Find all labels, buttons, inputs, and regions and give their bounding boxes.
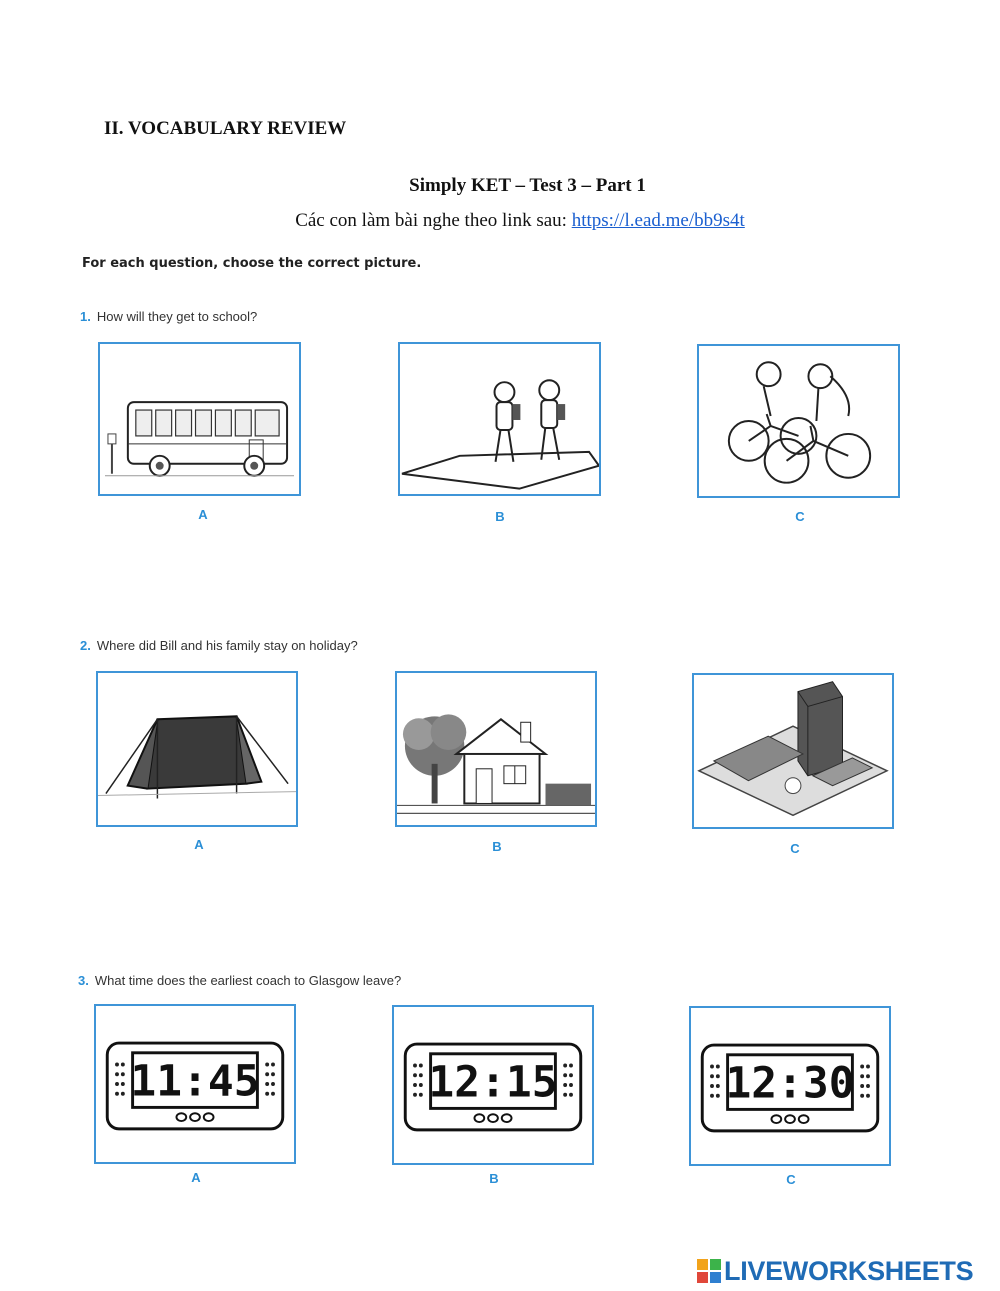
option-label: C xyxy=(790,841,800,856)
question-3 xyxy=(78,973,401,988)
liveworksheets-brand xyxy=(697,1256,973,1286)
option-2c-hotel-picture[interactable] xyxy=(692,673,894,829)
bicycles-icon xyxy=(699,346,898,496)
house-icon xyxy=(397,673,595,825)
bus-icon xyxy=(100,344,299,494)
option-1b-walking-picture[interactable] xyxy=(398,342,601,496)
question-number: 1. xyxy=(80,309,91,324)
walking-children-icon xyxy=(400,344,599,494)
section-title: II. VOCABULARY REVIEW xyxy=(104,118,347,139)
clock-icon xyxy=(96,1006,294,1162)
option-label: A xyxy=(191,1170,201,1185)
option-1a-bus-picture[interactable] xyxy=(98,342,301,496)
clock-time: 12:15 xyxy=(428,1057,558,1108)
test-title: Simply KET – Test 3 – Part 1 xyxy=(409,175,646,196)
liveworksheets-logo-icon xyxy=(697,1259,721,1283)
task-instruction: For each question, choose the correct picture. xyxy=(82,256,422,271)
instruction-text: Các con làm bài nghe theo link sau: xyxy=(295,210,572,231)
instruction-line xyxy=(0,210,1000,232)
option-2b-house-picture[interactable] xyxy=(395,671,597,827)
option-2a-tent-picture[interactable] xyxy=(96,671,298,827)
option-label: C xyxy=(795,509,805,524)
listening-link[interactable]: https://l.ead.me/bb9s4t xyxy=(571,210,745,231)
question-text: What time does the earliest coach to Glasgow leave? xyxy=(94,973,402,988)
option-3a-clock-picture[interactable] xyxy=(94,1004,296,1164)
option-1c-bicycles-picture[interactable] xyxy=(697,344,900,498)
option-3c-clock-picture[interactable] xyxy=(689,1006,891,1166)
brand-name: LIVEWORKSHEETS xyxy=(724,1255,974,1286)
tent-icon xyxy=(98,673,296,825)
hotel-buildings-icon xyxy=(694,675,892,827)
question-text: How will they get to school? xyxy=(96,309,258,324)
question-2 xyxy=(80,638,358,653)
question-number: 2. xyxy=(80,638,91,653)
clock-icon xyxy=(394,1007,592,1163)
option-label: A xyxy=(194,837,204,852)
option-label: C xyxy=(786,1172,796,1187)
clock-time: 11:45 xyxy=(130,1056,260,1107)
option-label: B xyxy=(495,509,505,524)
clock-icon xyxy=(691,1008,889,1164)
question-1 xyxy=(80,309,257,324)
question-text: Where did Bill and his family stay on holiday? xyxy=(96,638,358,653)
option-label: A xyxy=(198,507,208,522)
clock-time: 12:30 xyxy=(725,1058,855,1109)
option-3b-clock-picture[interactable] xyxy=(392,1005,594,1165)
option-label: B xyxy=(489,1171,499,1186)
question-number: 3. xyxy=(78,973,89,988)
option-label: B xyxy=(492,839,502,854)
